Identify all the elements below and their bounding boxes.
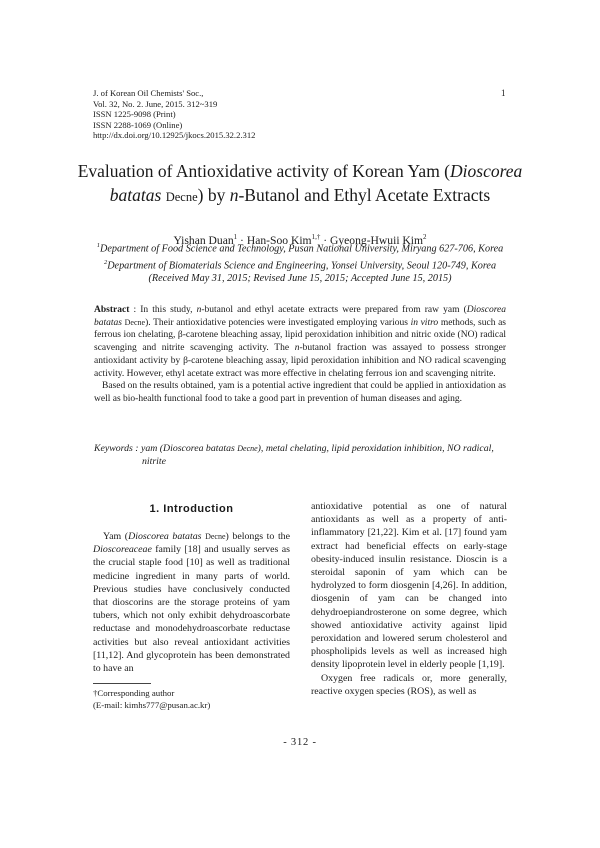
- title-species: Dioscorea batatas: [109, 161, 523, 205]
- title-authority: Decne: [165, 189, 198, 204]
- intro-paragraph-2: Oxygen free radicals or, more generally, reactive oxygen species (ROS), as well as: [311, 672, 507, 697]
- author-email: (E-mail: kimhs777@pusan.ac.kr): [93, 700, 211, 710]
- affiliation-1: $^1$Department of Food Science and Technology, Pusan National University, Miryang 627-706, Korea: [96, 242, 504, 255]
- intro-paragraph-1-cont: antioxidative potential as one of natural antioxidants as well as a property of anti-inflammatory [21,22]. Kim et al. [17] found yam extract had beneficial effects on early-stage obesity-induced insulin resistance. Dioscin is a steroidal saponin of yam which can be hydrolyzed to form diosgenin [4,26]. In addition, diosgenin of yam can be changed into dehydroepiandrosterone on some degree, which showed antioxidative activity against lipid peroxidation and lowered serum cholesterol and phospholipids levels as well as increased high density lipoprotein level in elderly people [1,19].: [311, 501, 507, 671]
- footnote-divider: [93, 683, 151, 684]
- page-number: 1: [501, 88, 506, 98]
- affiliation-2: $^2$Department of Biomaterials Science and Engineering, Yonsei University, Seoul 120-749, Korea: [103, 258, 497, 271]
- section-heading-introduction: 1. Introduction: [149, 503, 234, 515]
- journal-name: J. of Korean Oil Chemists' Soc.,: [93, 88, 204, 98]
- received-dates: (Received May 31, 2015; Revised June 15, 2015; Accepted June 15, 2015): [148, 273, 452, 285]
- issn-online: ISSN 2288-1069 (Online): [93, 119, 183, 130]
- affiliations: [60, 239, 540, 285]
- corresponding-author: †Corresponding author: [93, 688, 175, 698]
- keywords: Keywords : yam (Dioscorea batatas Decne), metal chelating, lipid peroxidation inhibition, NO radical, nitrite: [94, 443, 494, 467]
- issn-print: ISSN 1225-9098 (Print): [93, 109, 176, 120]
- journal-header: [93, 88, 255, 141]
- author-2: Han-Soo Kim: [246, 233, 312, 247]
- abstract-label: Abstract: [94, 305, 130, 315]
- journal-volume: Vol. 32, No. 2. June, 2015. 312~319: [93, 98, 218, 109]
- author-3: Gyeong-Hwuii Kim: [329, 233, 424, 247]
- keywords-label: Keywords: [94, 443, 133, 454]
- author-list: Yishan Duan$^1$ · Han-Soo Kim$^{1,\dagger}$ · Gyeong-Hwuii Kim$^2$: [173, 233, 427, 247]
- abstract: [94, 304, 506, 406]
- right-column: [311, 500, 507, 698]
- doi-link[interactable]: http://dx.doi.org/10.12925/jkocs.2015.32.2.312: [93, 130, 256, 141]
- paper-title: Evaluation of Antioxidative activity of Korean Yam (Dioscorea batatas Decne) by n-Butanol and Ethyl Acetate Extracts: [77, 161, 523, 205]
- abstract-paragraph-1: Abstract : In this study, n-butanol and ethyl acetate extracts were prepared from raw yam (Dioscorea batatas Decne). Their antioxidative potencies were investigated employing various in vitro methods, such as ferrous ion chelating, β-carotene bleaching assay, lipid peroxidation inhibition and nitric oxide (NO) radical scavenging and nitrite scavenging activity. The n-butanol fraction was assayed to possess stronger antioxidant activity by β-carotene bleaching assay, lipid peroxidation inhibition and NO radical scavenging activity. However, ethyl acetate extract was more effective in chelating ferrous ion and scavenging nitrite.: [94, 305, 507, 379]
- intro-paragraph-1: Yam (Dioscorea batatas Decne) belongs to the Dioscoreaceae family [18] and usually serves as the crucial staple food [10] as well as traditional medicine ingredient in many parts of world. Previous studies have conclusively conducted that dioscorins are the storage proteins of yam tubers, which not only exhibit dehydroascorbate reductase and monodehydroascorbate reductase activities but also reveal antioxidant activities [11,12]. And glycoprotein has been demonstrated to have an: [93, 531, 291, 675]
- abstract-paragraph-2: Based on the results obtained, yam is a potential active ingredient that could be applied in antioxidation as well as bio-health functional food to take a good part in prevention of human diseases and aging.: [94, 381, 506, 404]
- page-footer-number: - 312 -: [283, 737, 317, 748]
- author-1: Yishan Duan: [173, 233, 234, 247]
- footnote: [93, 687, 210, 711]
- left-column: [93, 530, 290, 675]
